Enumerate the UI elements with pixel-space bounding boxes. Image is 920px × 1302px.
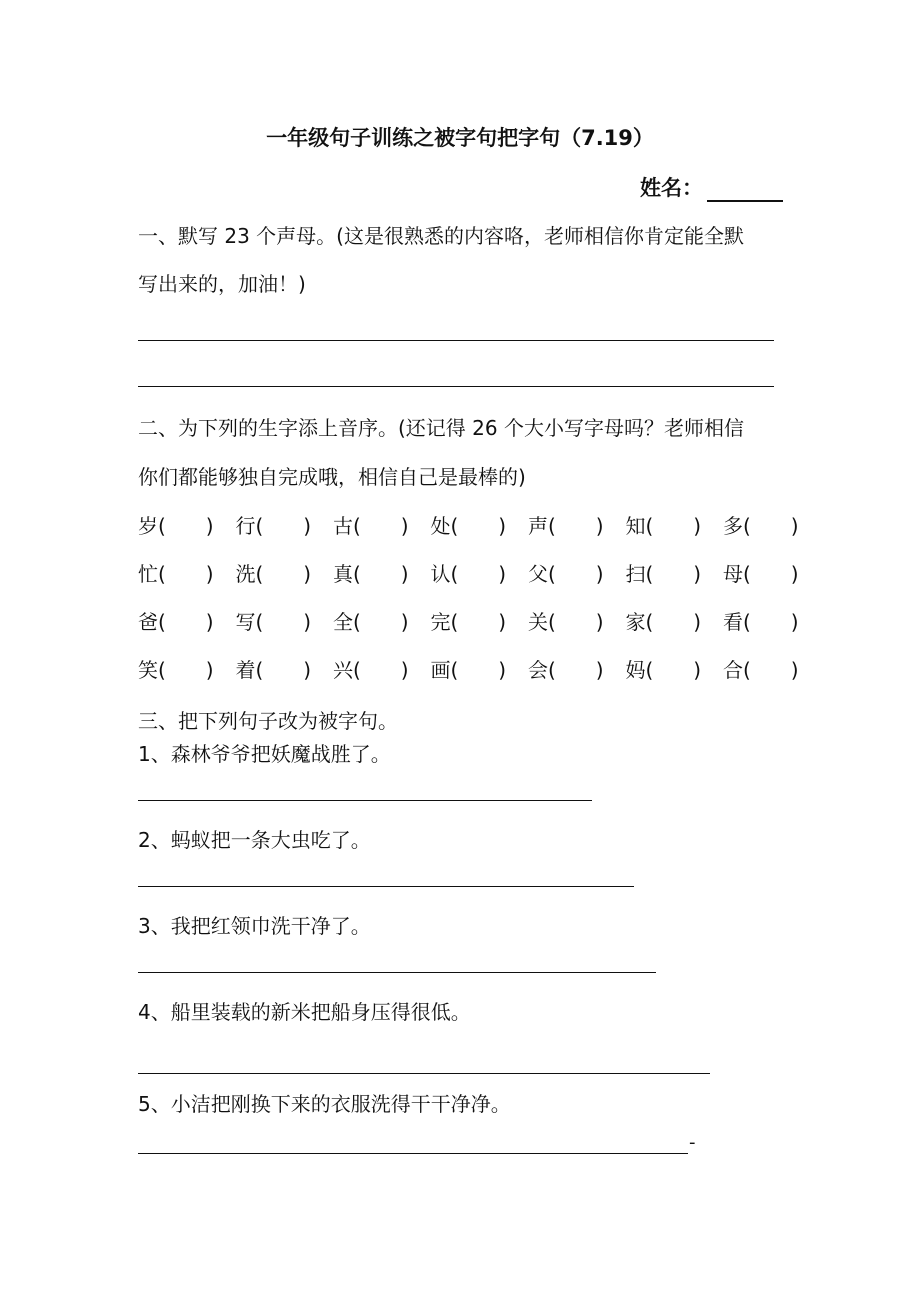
char-label: 扫 <box>625 562 646 586</box>
char-cell <box>723 558 799 587</box>
char-cell <box>333 510 409 539</box>
name-label: 姓名： <box>640 176 703 200</box>
section1-instruction-line1: 一、默写 23 个声母。(这是很熟悉的内容咯，老师相信你肯定能全默 <box>138 224 744 248</box>
char-cell <box>626 510 702 539</box>
answer-line-2[interactable] <box>138 886 634 887</box>
answer-blank[interactable]: ( ) <box>158 514 214 538</box>
char-cell <box>723 606 799 635</box>
answer-blank[interactable]: ( ) <box>450 658 507 682</box>
section1-answer-line-1[interactable] <box>138 340 774 341</box>
sentence-1: 1、森林爷爷把妖魔战胜了。 <box>138 742 391 766</box>
char-label: 行 <box>235 514 256 538</box>
char-cell <box>138 510 214 539</box>
answer-blank[interactable]: ( ) <box>743 514 799 538</box>
answer-blank[interactable]: ( ) <box>743 562 799 586</box>
char-cell <box>138 606 214 635</box>
answer-line-1[interactable] <box>138 800 592 801</box>
answer-line-4[interactable] <box>138 1073 710 1074</box>
char-label: 看 <box>723 610 743 634</box>
answer-blank[interactable]: ( ) <box>450 514 507 538</box>
char-label: 兴 <box>333 658 353 682</box>
char-cell <box>236 606 312 635</box>
char-label: 妈 <box>625 658 646 682</box>
answer-blank[interactable]: ( ) <box>158 562 214 586</box>
section2-instruction-line2: 你们都能够独自完成哦，相信自己是最棒的) <box>138 465 526 489</box>
char-label: 处 <box>430 514 451 538</box>
char-row <box>138 654 818 684</box>
char-cell <box>431 654 507 683</box>
char-cell <box>626 654 702 683</box>
answer-blank[interactable]: ( ) <box>158 658 214 682</box>
char-label: 古 <box>333 514 353 538</box>
answer-blank[interactable]: ( ) <box>255 658 312 682</box>
char-label: 着 <box>235 658 256 682</box>
char-cell <box>626 558 702 587</box>
sentence-2: 2、蚂蚁把一条大虫吃了。 <box>138 828 371 852</box>
char-cell <box>431 606 507 635</box>
answer-blank[interactable]: ( ) <box>450 562 507 586</box>
section2-instruction-line1: 二、为下列的生字添上音序。(还记得 26 个大小写字母吗？老师相信 <box>138 416 744 440</box>
answer-blank[interactable]: ( ) <box>353 658 409 682</box>
char-label: 关 <box>528 610 548 634</box>
answer-blank[interactable]: ( ) <box>255 514 312 538</box>
char-cell <box>528 654 604 683</box>
trailing-mark: - <box>689 1132 696 1153</box>
char-label: 写 <box>235 610 256 634</box>
answer-blank[interactable]: ( ) <box>450 610 507 634</box>
answer-blank[interactable]: ( ) <box>645 514 702 538</box>
answer-blank[interactable]: ( ) <box>743 658 799 682</box>
answer-blank[interactable]: ( ) <box>353 610 409 634</box>
char-cell <box>333 654 409 683</box>
char-cell <box>236 510 312 539</box>
answer-blank[interactable]: ( ) <box>548 562 604 586</box>
page-title: 一年级句子训练之被字句把字句（7.19） <box>266 126 654 150</box>
answer-blank[interactable]: ( ) <box>645 658 702 682</box>
answer-line-5[interactable] <box>138 1153 688 1154</box>
char-label: 会 <box>528 658 548 682</box>
char-cell <box>528 558 604 587</box>
char-label: 笑 <box>138 658 158 682</box>
answer-blank[interactable]: ( ) <box>353 514 409 538</box>
char-label: 画 <box>430 658 451 682</box>
sentence-4: 4、船里装载的新米把船身压得很低。 <box>138 1000 471 1024</box>
char-cell <box>528 510 604 539</box>
answer-blank[interactable]: ( ) <box>548 658 604 682</box>
char-label: 认 <box>430 562 451 586</box>
char-cell <box>138 654 214 683</box>
char-cell <box>431 510 507 539</box>
char-label: 多 <box>723 514 743 538</box>
char-cell <box>333 558 409 587</box>
char-cell <box>528 606 604 635</box>
char-cell <box>431 558 507 587</box>
char-cell <box>723 654 799 683</box>
answer-blank[interactable]: ( ) <box>158 610 214 634</box>
answer-blank[interactable]: ( ) <box>645 610 702 634</box>
char-row <box>138 510 818 540</box>
char-cell <box>723 510 799 539</box>
char-label: 完 <box>430 610 451 634</box>
char-label: 家 <box>625 610 646 634</box>
char-row <box>138 606 818 636</box>
char-cell <box>138 558 214 587</box>
answer-blank[interactable]: ( ) <box>548 610 604 634</box>
char-label: 洗 <box>235 562 256 586</box>
char-cell <box>626 606 702 635</box>
char-label: 合 <box>723 658 743 682</box>
char-cell <box>236 558 312 587</box>
section3-heading: 三、把下列句子改为被字句。 <box>138 709 398 733</box>
char-cell <box>333 606 409 635</box>
section1-answer-line-2[interactable] <box>138 386 774 387</box>
answer-blank[interactable]: ( ) <box>353 562 409 586</box>
char-label: 全 <box>333 610 353 634</box>
char-label: 爸 <box>138 610 158 634</box>
char-label: 岁 <box>138 514 158 538</box>
char-label: 父 <box>528 562 548 586</box>
answer-blank[interactable]: ( ) <box>255 610 312 634</box>
answer-blank[interactable]: ( ) <box>548 514 604 538</box>
char-label: 声 <box>528 514 548 538</box>
char-row <box>138 558 818 588</box>
char-label: 忙 <box>138 562 158 586</box>
section1-instruction-line2: 写出来的，加油！) <box>138 272 306 296</box>
sentence-3: 3、我把红领巾洗干净了。 <box>138 914 371 938</box>
name-blank-line[interactable] <box>707 178 783 202</box>
answer-blank[interactable]: ( ) <box>255 562 312 586</box>
name-field[interactable] <box>640 172 783 202</box>
sentence-5: 5、小洁把刚换下来的衣服洗得干干净净。 <box>138 1092 511 1116</box>
char-label: 知 <box>625 514 646 538</box>
answer-line-3[interactable] <box>138 972 656 973</box>
answer-blank[interactable]: ( ) <box>743 610 799 634</box>
char-label: 真 <box>333 562 353 586</box>
answer-blank[interactable]: ( ) <box>645 562 702 586</box>
char-label: 母 <box>723 562 743 586</box>
char-cell <box>236 654 312 683</box>
